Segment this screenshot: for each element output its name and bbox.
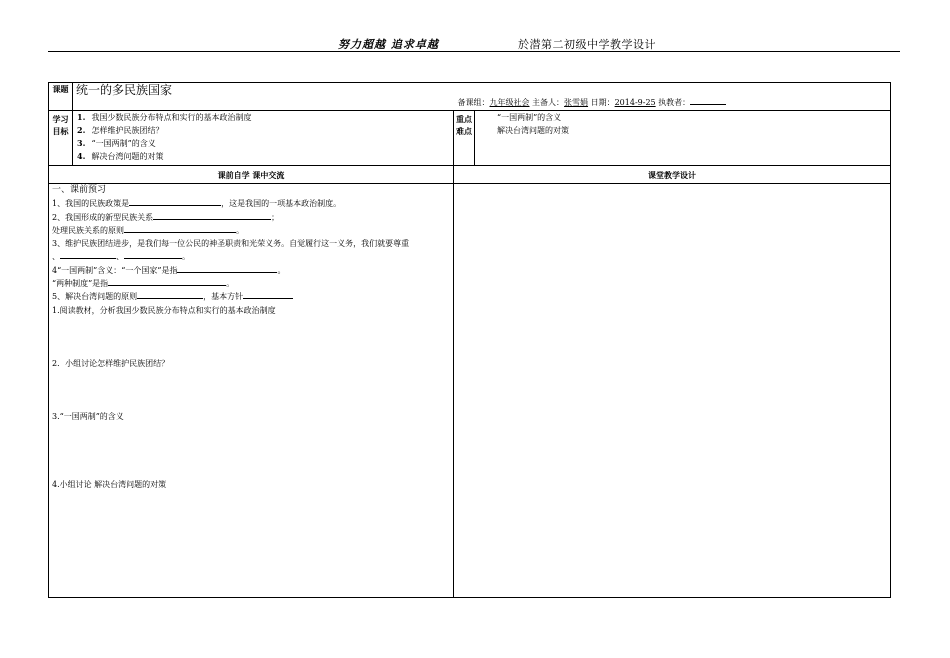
goals-list: [73, 111, 454, 166]
page-header: [48, 35, 900, 52]
question-2: 2、我国形成的新型民族关系 ；: [52, 212, 280, 222]
section-left-heading: 课前自学 课中交流: [49, 166, 454, 184]
teaching-design-column: [454, 184, 891, 598]
task-4: 4.小组讨论 解决台湾问题的对策: [52, 479, 167, 489]
lead-value: 张雪娟: [564, 98, 589, 107]
question-3-blanks: 、 、 。: [52, 252, 190, 262]
question-4-systems: “两种制度”是指 。: [52, 279, 235, 289]
task-3: 3.“一国两制”的含义: [52, 412, 124, 422]
goal-item: 4. 解决台湾问题的对策: [77, 151, 164, 161]
question-5: 5、解决台湾问题的原则 ，基本方针: [49, 290, 453, 303]
keypoints-list: [475, 111, 891, 166]
goal-item: 1. 我国少数民族分布特点和实行的基本政治制度: [77, 112, 252, 122]
task-1: 1.阅读教材，分析我国少数民族分布特点和实行的基本政治制度: [52, 305, 276, 315]
preview-column: [49, 184, 454, 598]
keypoints-label: 重点难点: [454, 111, 475, 166]
question-3: 3、维护民族团结进步，是我们每一位公民的神圣职责和光荣义务。自觉履行这一义务，我们就要尊重: [52, 239, 410, 249]
meta-info: 备课组：九年级社会 主备人：张雪娟 日期：2014-9-25 执教者：: [454, 83, 891, 111]
preview-heading: 一、课前预习: [52, 185, 107, 195]
section-right-heading: 课堂教学设计: [454, 166, 891, 184]
group-value: 九年级社会: [489, 98, 530, 107]
question-2-principle: 处理民族关系的原则 。: [52, 225, 244, 235]
topic-label: 课题: [49, 83, 73, 111]
goals-label: 学习目标: [49, 111, 73, 166]
goal-item: 2. 怎样维护民族团结？: [77, 125, 164, 135]
keypoint-item: “一国两制”的含义: [497, 113, 562, 122]
school-title: 於潜第二初级中学教学设计: [518, 38, 656, 51]
task-2: 2．小组讨论怎样维护民族团结？: [52, 358, 170, 368]
date-value: 2014-9-25: [614, 98, 656, 107]
question-1: 1、我国的民族政策是 ，这是我国的一项基本政治制度。: [52, 199, 342, 209]
topic-title: 统一的多民族国家: [73, 83, 454, 111]
keypoint-item: 解决台湾问题的对策: [497, 126, 569, 135]
teacher-blank: [690, 96, 726, 105]
motto: 努力超越 追求卓越: [338, 38, 439, 51]
question-4: 4“一国两制”含义：“一个国家”是指 。: [52, 265, 286, 275]
lesson-plan-table: [48, 82, 891, 598]
goal-item: 3. “一国两制”的含义: [77, 138, 156, 148]
